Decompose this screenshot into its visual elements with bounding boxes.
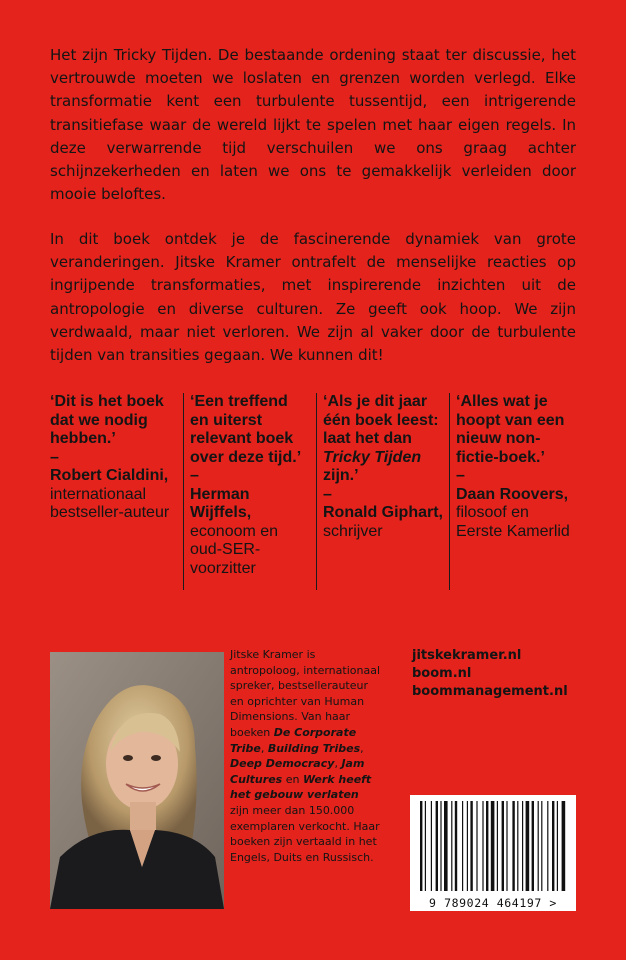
- barcode-bar: [557, 801, 558, 891]
- barcode-bar: [436, 801, 438, 891]
- barcode-bar: [462, 801, 463, 891]
- isbn-number: 9 789024 464197 >: [429, 896, 557, 910]
- quote-giphart: [316, 393, 449, 590]
- link-boommanagement[interactable]: boommanagement.nl: [412, 684, 568, 699]
- author-portrait-illustration: [50, 652, 224, 909]
- quote-dash: –: [323, 485, 332, 503]
- bio-intro: Jitske Kramer is antropoloog, internationaal spreker, bestsellerauteur en oprichter van Human Dimensions. Van haar boeken: [230, 648, 380, 739]
- bio-outro: zijn meer dan 150.000 exemplaren verkocht. Haar boeken zijn vertaald in het Engels, Duits en Russisch.: [230, 803, 380, 864]
- quote-author: Robert Cialdini,: [50, 467, 169, 484]
- barcode-bar: [512, 801, 514, 891]
- quote-author: Ronald Giphart,: [323, 504, 443, 521]
- bio-book-deep-democracy: Deep Democracy: [230, 757, 335, 771]
- quote-author: Herman Wijffels,: [190, 485, 252, 521]
- barcode-bar: [491, 801, 495, 891]
- quote-author: Daan Roovers,: [456, 485, 569, 503]
- barcode-bar: [497, 801, 498, 891]
- quote-text: ‘Alles wat je hoopt van een nieuw non-fictie-boek.’: [456, 393, 565, 466]
- quote-text-before: ‘Als je dit jaar één boek leest: laat het dan: [323, 393, 439, 447]
- link-jitskekramer[interactable]: jitskekramer.nl: [412, 648, 522, 663]
- bio-separator: ,: [360, 741, 364, 755]
- quote-text-after: zijn.’: [323, 467, 359, 484]
- quote-dash: –: [456, 467, 465, 484]
- barcode-bar: [486, 801, 488, 891]
- quote-roovers: [449, 393, 582, 590]
- barcode-bar: [451, 801, 452, 891]
- barcode-bar: [440, 801, 441, 891]
- quote-role: econoom en oud-SER-voorzitter: [190, 522, 279, 577]
- barcode-bar: [541, 801, 542, 891]
- isbn-barcode: [410, 795, 576, 911]
- quote-dash: –: [190, 467, 199, 484]
- barcode-bar: [552, 801, 554, 891]
- link-boom[interactable]: boom.nl: [412, 666, 472, 681]
- quote-role: schrijver: [323, 522, 383, 540]
- website-links: [412, 647, 592, 701]
- bio-separator: ,: [260, 741, 268, 755]
- quote-text: [323, 393, 443, 486]
- quote-dash: –: [50, 448, 59, 466]
- barcode-bar: [547, 801, 548, 891]
- barcode-bar: [455, 801, 457, 891]
- quote-text: ‘Een treffend en uiterst relevant boek over deze tijd.’: [190, 393, 302, 466]
- barcode-bar: [425, 801, 426, 891]
- quote-book-title: Tricky Tijden: [323, 448, 422, 466]
- barcode-bar: [517, 801, 518, 891]
- barcode-bar: [506, 801, 507, 891]
- barcode-bars: [410, 795, 576, 895]
- blurb-paragraph-1: Het zijn Tricky Tijden. De bestaande ordening staat ter discussie, het vertrouwde moeten we loslaten en grenzen worden verlegd. Elke transformatie kent een turbulente tussentijd, een intrigerende transitiefase waar de wereld lijkt te spelen met haar eigen regels. In deze verwarrende tijd verschuilen we ons graag achter schijnzekerheden en laten we ons te gemakkelijk verleiden door mooie beloftes.: [50, 46, 576, 204]
- author-photo: [50, 652, 224, 909]
- bio-separator: en: [282, 772, 303, 786]
- barcode-bar: [476, 801, 477, 891]
- bio-separator: ,: [334, 757, 342, 771]
- barcode-bar: [562, 801, 566, 891]
- barcode-bar: [420, 801, 422, 891]
- quote-cialdini: [50, 393, 183, 590]
- blurb-paragraph-2: In dit boek ontdek je de fascinerende dynamiek van grote veranderingen. Jitske Kramer ontrafelt de menselijke reacties op ingrijpende transformaties, met inspirerende inzichten uit de antropologie en diverse culturen. Ze geeft ook hoop. We zijn verdwaald, maar niet verloren. We zijn al vaker door de turbulente tijden van transities gegaan. We kunnen dit!: [50, 230, 576, 365]
- barcode-bar: [467, 801, 468, 891]
- bio-book-jam-cultures: Jam Cultures: [230, 757, 365, 786]
- barcode-bar: [522, 801, 523, 891]
- quote-role: internationaal bestseller-auteur: [50, 485, 170, 521]
- barcode-bar: [532, 801, 534, 891]
- endorsement-quotes: [50, 393, 585, 590]
- quote-role: filosoof en Eerste Kamerlid: [456, 504, 570, 540]
- barcode-bar: [538, 801, 539, 891]
- quote-wijffels: [183, 393, 316, 590]
- barcode-bar: [470, 801, 472, 891]
- barcode-bar: [526, 801, 530, 891]
- bio-book-corporate-tribe: De Corporate Tribe: [230, 725, 357, 755]
- bio-book-building-tribes: Building Tribes: [267, 741, 361, 755]
- barcode-bar: [431, 801, 432, 891]
- barcode-bar: [502, 801, 504, 891]
- author-bio: [230, 647, 380, 865]
- barcode-bar: [444, 801, 448, 891]
- bio-book-werk-heeft: Werk heeft het gebouw verlaten: [230, 772, 372, 802]
- barcode-bar: [482, 801, 483, 891]
- quote-text: ‘Dit is het boek dat we nodig hebben.’: [50, 393, 164, 447]
